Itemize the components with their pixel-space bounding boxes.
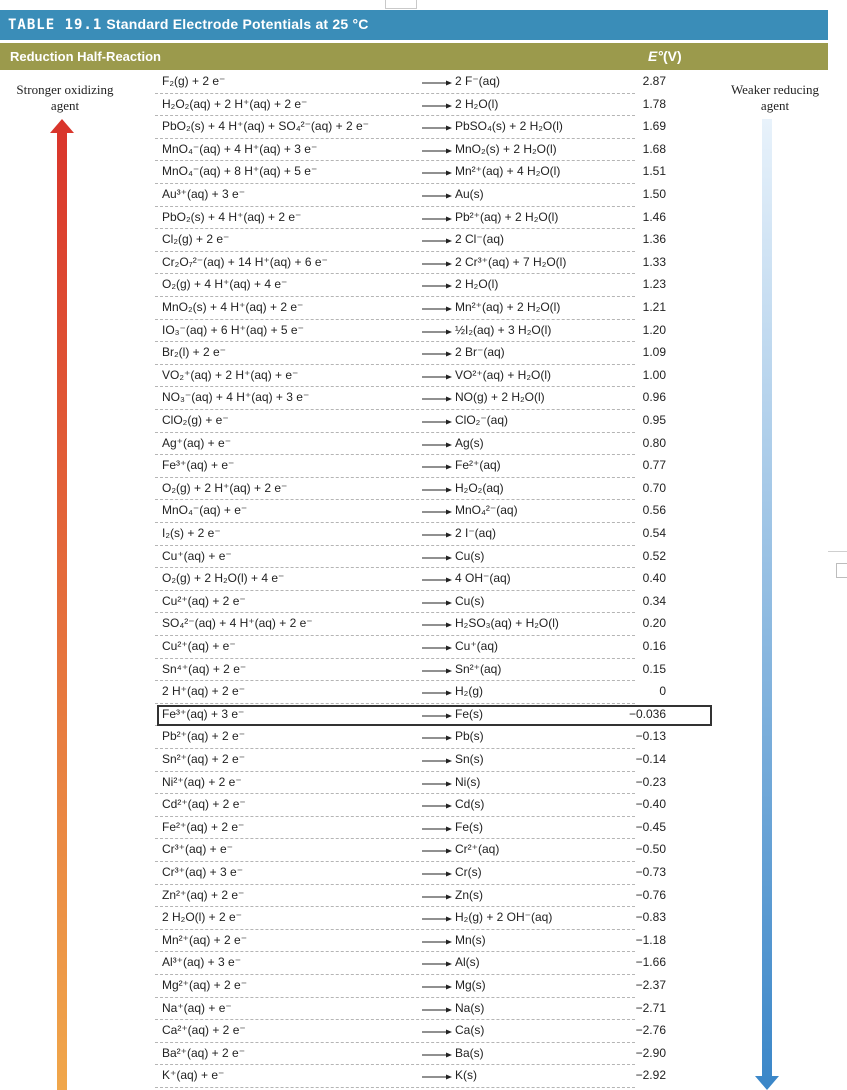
potential-cell: 1.09 bbox=[642, 345, 666, 360]
product-cell: Mn(s) bbox=[455, 932, 486, 947]
reaction-arrow-icon bbox=[422, 1052, 452, 1058]
potential-cell: 0.56 bbox=[642, 503, 666, 518]
product-cell: Au(s) bbox=[455, 187, 484, 201]
potential-cell: −0.14 bbox=[635, 752, 666, 766]
potential-cell: −2.90 bbox=[635, 1045, 666, 1060]
reactant-cell: 2 H₂O(l) + 2 e⁻ bbox=[162, 910, 243, 925]
table-row bbox=[0, 975, 828, 998]
potential-cell: 2.87 bbox=[642, 74, 666, 88]
potential-cell: 0.34 bbox=[642, 593, 666, 608]
reaction-arrow-icon bbox=[422, 103, 452, 109]
potential-cell: 0.77 bbox=[642, 458, 666, 473]
reaction-arrow-icon bbox=[422, 487, 452, 493]
table-row bbox=[0, 1043, 828, 1066]
reaction-arrow-icon bbox=[422, 193, 452, 199]
product-cell: PbSO₄(s) + 2 H₂O(l) bbox=[455, 119, 563, 134]
reaction-arrow-icon bbox=[422, 871, 452, 877]
reaction-arrow-icon bbox=[422, 532, 452, 538]
table-row bbox=[0, 523, 828, 546]
table-row bbox=[0, 749, 828, 772]
row-divider bbox=[155, 1087, 635, 1088]
product-cell: K(s) bbox=[455, 1068, 477, 1083]
reactant-cell: Ba²⁺(aq) + 2 e⁻ bbox=[162, 1045, 246, 1060]
reactant-cell: O₂(g) + 4 H⁺(aq) + 4 e⁻ bbox=[162, 277, 288, 292]
reactant-cell: SO₄²⁻(aq) + 4 H⁺(aq) + 2 e⁻ bbox=[162, 616, 313, 631]
table-header-bar bbox=[0, 43, 828, 70]
reactant-cell: H₂O₂(aq) + 2 H⁺(aq) + 2 e⁻ bbox=[162, 96, 308, 111]
weaker-reducing-label: Weaker reducing agent bbox=[730, 82, 820, 113]
table-row bbox=[0, 139, 828, 162]
reaction-arrow-icon bbox=[422, 306, 452, 312]
reaction-arrow-icon bbox=[422, 396, 452, 402]
table-row bbox=[0, 681, 828, 704]
reactant-cell: Cl₂(g) + 2 e⁻ bbox=[162, 232, 230, 247]
table-row bbox=[0, 794, 828, 817]
potential-cell: 1.46 bbox=[642, 209, 666, 224]
table-row bbox=[0, 116, 828, 139]
product-cell: Mg(s) bbox=[455, 978, 486, 992]
product-cell: 2 Cl⁻(aq) bbox=[455, 232, 505, 247]
product-cell: ClO₂⁻(aq) bbox=[455, 413, 508, 427]
column-header-potential bbox=[648, 48, 682, 64]
potential-cell: −0.036 bbox=[628, 706, 666, 721]
potential-cell: 1.51 bbox=[642, 164, 666, 179]
table-row bbox=[0, 274, 828, 297]
right-edge-line bbox=[828, 551, 847, 552]
reaction-arrow-icon bbox=[422, 735, 452, 741]
table-row bbox=[0, 772, 828, 795]
reactant-cell: MnO₂(s) + 4 H⁺(aq) + 2 e⁻ bbox=[162, 300, 304, 314]
reaction-arrow-icon bbox=[422, 374, 452, 380]
reactant-cell: I₂(s) + 2 e⁻ bbox=[162, 526, 221, 540]
reactant-cell: Au³⁺(aq) + 3 e⁻ bbox=[162, 187, 246, 201]
potential-cell: 0.15 bbox=[642, 661, 666, 676]
reaction-arrow-icon bbox=[422, 781, 452, 787]
reaction-arrow-icon bbox=[422, 961, 452, 967]
reactant-cell: 2 H⁺(aq) + 2 e⁻ bbox=[162, 684, 246, 699]
table-row bbox=[0, 433, 828, 456]
product-cell: Cu(s) bbox=[455, 593, 485, 608]
stronger-oxidizing-label: Stronger oxidizing agent bbox=[16, 82, 114, 113]
potential-cell: −0.40 bbox=[635, 797, 666, 812]
column-header-e-symbol: E° bbox=[648, 48, 663, 64]
potential-cell: 1.78 bbox=[642, 96, 666, 111]
product-cell: Cr(s) bbox=[455, 865, 482, 879]
reactant-cell: Ag⁺(aq) + e⁻ bbox=[162, 435, 232, 450]
product-cell: Ca(s) bbox=[455, 1023, 485, 1038]
reaction-arrow-icon bbox=[422, 80, 452, 86]
potential-cell: 0 bbox=[659, 684, 666, 699]
reaction-arrow-icon bbox=[422, 939, 452, 945]
reactant-cell: Pb²⁺(aq) + 2 e⁻ bbox=[162, 729, 246, 744]
potential-cell: −1.66 bbox=[635, 955, 666, 970]
potential-cell: 0.20 bbox=[642, 616, 666, 631]
reaction-arrow-icon bbox=[422, 826, 452, 832]
table-title-text: Standard Electrode Potentials at 25 °C bbox=[106, 16, 369, 32]
reactant-cell: O₂(g) + 2 H⁺(aq) + 2 e⁻ bbox=[162, 480, 288, 495]
potential-cell: 1.50 bbox=[642, 187, 666, 201]
table-row bbox=[0, 161, 828, 184]
potential-cell: 0.80 bbox=[642, 435, 666, 450]
reactant-cell: Mg²⁺(aq) + 2 e⁻ bbox=[162, 978, 248, 992]
product-cell: Ni(s) bbox=[455, 774, 481, 789]
table-title-prefix: TABLE 19.1 bbox=[8, 17, 103, 33]
reactant-cell: MnO₄⁻(aq) + e⁻ bbox=[162, 503, 248, 518]
reaction-arrow-icon bbox=[422, 148, 452, 154]
reactant-cell: Fe³⁺(aq) + e⁻ bbox=[162, 458, 235, 473]
potential-cell: −0.45 bbox=[635, 819, 666, 834]
potential-cell: −2.37 bbox=[635, 978, 666, 992]
reaction-arrow-icon bbox=[422, 600, 452, 606]
reactant-cell: Sn⁴⁺(aq) + 2 e⁻ bbox=[162, 661, 247, 676]
table-row bbox=[0, 71, 828, 94]
potential-cell: −0.76 bbox=[635, 887, 666, 902]
product-cell: 2 H₂O(l) bbox=[455, 96, 499, 111]
table-row bbox=[0, 546, 828, 569]
product-cell: Fe²⁺(aq) bbox=[455, 458, 501, 473]
product-cell: 2 Cr³⁺(aq) + 7 H₂O(l) bbox=[455, 254, 567, 269]
reactant-cell: Fe²⁺(aq) + 2 e⁻ bbox=[162, 819, 245, 834]
product-cell: Zn(s) bbox=[455, 887, 483, 902]
table-row bbox=[0, 229, 828, 252]
table-row bbox=[0, 410, 828, 433]
reactant-cell: MnO₄⁻(aq) + 8 H⁺(aq) + 5 e⁻ bbox=[162, 164, 318, 179]
product-cell: Fe(s) bbox=[455, 706, 483, 721]
reaction-arrow-icon bbox=[422, 442, 452, 448]
potential-cell: −2.92 bbox=[635, 1068, 666, 1083]
table-row bbox=[0, 726, 828, 749]
potential-cell: −0.73 bbox=[635, 865, 666, 879]
product-cell: Pb²⁺(aq) + 2 H₂O(l) bbox=[455, 209, 559, 224]
reactant-cell: Zn²⁺(aq) + 2 e⁻ bbox=[162, 887, 245, 902]
reaction-arrow-icon bbox=[422, 261, 452, 267]
potential-cell: 1.68 bbox=[642, 141, 666, 156]
reactant-cell: PbO₂(s) + 4 H⁺(aq) + 2 e⁻ bbox=[162, 209, 302, 224]
top-handle bbox=[385, 0, 417, 9]
product-cell: Cu(s) bbox=[455, 548, 485, 563]
product-cell: Al(s) bbox=[455, 955, 480, 970]
reaction-arrow-icon bbox=[422, 848, 452, 854]
product-cell: H₂SO₃(aq) + H₂O(l) bbox=[455, 616, 559, 631]
table-row bbox=[0, 885, 828, 908]
reaction-arrow-icon bbox=[422, 170, 452, 176]
table-row bbox=[0, 387, 828, 410]
reactant-cell: Na⁺(aq) + e⁻ bbox=[162, 1000, 232, 1015]
table-row bbox=[0, 1065, 828, 1088]
product-cell: MnO₄²⁻(aq) bbox=[455, 503, 518, 518]
product-cell: Na(s) bbox=[455, 1000, 485, 1015]
product-cell: H₂O₂(aq) bbox=[455, 480, 504, 495]
table-row bbox=[0, 297, 828, 320]
table-row bbox=[0, 252, 828, 275]
reactant-cell: Mn²⁺(aq) + 2 e⁻ bbox=[162, 932, 248, 947]
product-cell: H₂(g) + 2 OH⁻(aq) bbox=[455, 910, 553, 925]
table-row bbox=[0, 184, 828, 207]
column-header-unit: (V) bbox=[662, 48, 682, 64]
reactant-cell: PbO₂(s) + 4 H⁺(aq) + SO₄²⁻(aq) + 2 e⁻ bbox=[162, 119, 369, 134]
potential-cell: −2.71 bbox=[635, 1000, 666, 1015]
reaction-arrow-icon bbox=[422, 577, 452, 583]
table-row bbox=[0, 568, 828, 591]
product-cell: 4 OH⁻(aq) bbox=[455, 571, 511, 586]
table-title bbox=[8, 16, 369, 33]
product-cell: Cd(s) bbox=[455, 797, 485, 812]
product-cell: ½I₂(aq) + 3 H₂O(l) bbox=[455, 322, 552, 337]
column-header-reaction: Reduction Half-Reaction bbox=[10, 49, 161, 64]
reaction-arrow-icon bbox=[422, 1074, 452, 1080]
table-row bbox=[0, 500, 828, 523]
potential-cell: −0.83 bbox=[635, 910, 666, 925]
reaction-arrow-icon bbox=[422, 1007, 452, 1013]
potential-cell: 0.96 bbox=[642, 390, 666, 405]
reactant-cell: F₂(g) + 2 e⁻ bbox=[162, 74, 226, 88]
potential-cell: −2.76 bbox=[635, 1023, 666, 1038]
potential-cell: 1.20 bbox=[642, 322, 666, 337]
product-cell: Ba(s) bbox=[455, 1045, 484, 1060]
table-row bbox=[0, 659, 828, 682]
reaction-arrow-icon bbox=[422, 984, 452, 990]
reactant-cell: Ca²⁺(aq) + 2 e⁻ bbox=[162, 1023, 246, 1038]
product-cell: 2 I⁻(aq) bbox=[455, 526, 497, 540]
potential-cell: 0.52 bbox=[642, 548, 666, 563]
reaction-arrow-icon bbox=[422, 645, 452, 651]
product-cell: Mn²⁺(aq) + 4 H₂O(l) bbox=[455, 164, 561, 179]
reaction-arrow-icon bbox=[422, 351, 452, 357]
reaction-arrow-icon bbox=[422, 509, 452, 515]
right-edge-handle bbox=[836, 563, 847, 578]
reactant-cell: IO₃⁻(aq) + 6 H⁺(aq) + 5 e⁻ bbox=[162, 322, 304, 337]
reactant-cell: Cu²⁺(aq) + 2 e⁻ bbox=[162, 593, 246, 608]
product-cell: Cu⁺(aq) bbox=[455, 639, 499, 653]
potential-cell: 0.70 bbox=[642, 480, 666, 495]
table-row bbox=[0, 342, 828, 365]
table-row bbox=[0, 591, 828, 614]
reactant-cell: Sn²⁺(aq) + 2 e⁻ bbox=[162, 752, 246, 766]
reactant-cell: Cr³⁺(aq) + 3 e⁻ bbox=[162, 865, 244, 879]
reactant-cell: Cd²⁺(aq) + 2 e⁻ bbox=[162, 797, 246, 812]
potential-cell: 1.00 bbox=[642, 367, 666, 382]
table-row bbox=[0, 1020, 828, 1043]
reaction-arrow-icon bbox=[422, 216, 452, 222]
reaction-arrow-icon bbox=[422, 668, 452, 674]
reactant-cell: NO₃⁻(aq) + 4 H⁺(aq) + 3 e⁻ bbox=[162, 390, 310, 405]
table-row bbox=[0, 365, 828, 388]
product-cell: NO(g) + 2 H₂O(l) bbox=[455, 390, 545, 405]
product-cell: Mn²⁺(aq) + 2 H₂O(l) bbox=[455, 300, 561, 314]
potential-cell: −0.50 bbox=[635, 842, 666, 857]
reactant-cell: ClO₂(g) + e⁻ bbox=[162, 413, 229, 427]
potential-cell: 1.69 bbox=[642, 119, 666, 134]
reactant-cell: O₂(g) + 2 H₂O(l) + 4 e⁻ bbox=[162, 571, 285, 586]
product-cell: Sn(s) bbox=[455, 752, 484, 766]
table-row bbox=[0, 94, 828, 117]
reaction-arrow-icon bbox=[422, 803, 452, 809]
potential-cell: −0.23 bbox=[635, 774, 666, 789]
reaction-arrow-icon bbox=[422, 894, 452, 900]
reactant-cell: Cu⁺(aq) + e⁻ bbox=[162, 548, 232, 563]
reaction-arrow-icon bbox=[422, 419, 452, 425]
reactant-cell: Cr₂O₇²⁻(aq) + 14 H⁺(aq) + 6 e⁻ bbox=[162, 254, 328, 269]
table-row bbox=[0, 952, 828, 975]
reactant-cell: Al³⁺(aq) + 3 e⁻ bbox=[162, 955, 242, 970]
reactant-cell: Br₂(l) + 2 e⁻ bbox=[162, 345, 227, 360]
product-cell: 2 Br⁻(aq) bbox=[455, 345, 505, 360]
product-cell: Pb(s) bbox=[455, 729, 484, 744]
reaction-arrow-icon bbox=[422, 329, 452, 335]
reaction-arrow-icon bbox=[422, 283, 452, 289]
product-cell: Sn²⁺(aq) bbox=[455, 661, 502, 676]
potential-cell: −0.13 bbox=[635, 729, 666, 744]
reactant-cell: Cu²⁺(aq) + e⁻ bbox=[162, 639, 236, 653]
reaction-arrow-icon bbox=[422, 125, 452, 131]
table-row bbox=[0, 817, 828, 840]
table-row bbox=[0, 636, 828, 659]
potential-cell: 0.95 bbox=[642, 413, 666, 427]
potential-cell: −1.18 bbox=[635, 932, 666, 947]
table-row bbox=[0, 455, 828, 478]
potential-cell: 0.54 bbox=[642, 526, 666, 540]
reaction-arrow-icon bbox=[422, 238, 452, 244]
reaction-arrow-icon bbox=[422, 758, 452, 764]
reaction-arrow-icon bbox=[422, 690, 452, 696]
potential-cell: 0.16 bbox=[642, 639, 666, 653]
table-row bbox=[0, 930, 828, 953]
potential-cell: 1.33 bbox=[642, 254, 666, 269]
reaction-arrow-icon bbox=[422, 916, 452, 922]
table-row bbox=[0, 839, 828, 862]
table-row bbox=[0, 998, 828, 1021]
table-row bbox=[0, 613, 828, 636]
reactant-cell: VO₂⁺(aq) + 2 H⁺(aq) + e⁻ bbox=[162, 367, 299, 382]
product-cell: H₂(g) bbox=[455, 684, 483, 699]
reaction-arrow-icon bbox=[422, 1029, 452, 1035]
reactant-cell: Cr³⁺(aq) + e⁻ bbox=[162, 842, 234, 857]
product-cell: Ag(s) bbox=[455, 435, 484, 450]
table-row bbox=[0, 478, 828, 501]
top-edge bbox=[0, 0, 847, 9]
reactant-cell: K⁺(aq) + e⁻ bbox=[162, 1068, 225, 1083]
table-row bbox=[0, 862, 828, 885]
reactant-cell: MnO₄⁻(aq) + 4 H⁺(aq) + 3 e⁻ bbox=[162, 141, 318, 156]
product-cell: Fe(s) bbox=[455, 819, 483, 834]
potential-cell: 1.23 bbox=[642, 277, 666, 292]
reactant-cell: Ni²⁺(aq) + 2 e⁻ bbox=[162, 774, 242, 789]
reactant-cell: Fe³⁺(aq) + 3 e⁻ bbox=[162, 706, 245, 721]
table-row bbox=[0, 320, 828, 343]
table-row bbox=[0, 907, 828, 930]
reaction-arrow-icon bbox=[422, 622, 452, 628]
potential-cell: 0.40 bbox=[642, 571, 666, 586]
product-cell: 2 F⁻(aq) bbox=[455, 74, 501, 88]
potential-cell: 1.36 bbox=[642, 232, 666, 247]
product-cell: MnO₂(s) + 2 H₂O(l) bbox=[455, 141, 557, 156]
product-cell: Cr²⁺(aq) bbox=[455, 842, 500, 857]
table-row bbox=[0, 207, 828, 230]
reaction-arrow-icon bbox=[422, 555, 452, 561]
table-title-bar bbox=[0, 10, 828, 40]
hydrogen-reference-highlight bbox=[157, 705, 712, 726]
product-cell: VO²⁺(aq) + H₂O(l) bbox=[455, 367, 551, 382]
potential-cell: 1.21 bbox=[642, 300, 666, 314]
reaction-arrow-icon bbox=[422, 464, 452, 470]
product-cell: 2 H₂O(l) bbox=[455, 277, 499, 292]
